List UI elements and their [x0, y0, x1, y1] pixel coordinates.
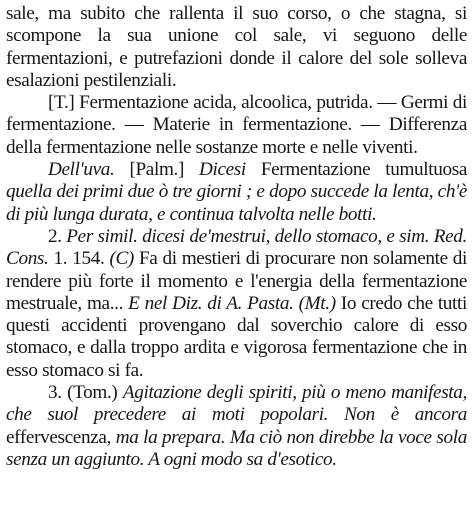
- text-run-italic: E nel Diz. di A. Pasta.: [128, 292, 294, 314]
- text-run: [Palm.]: [114, 159, 199, 181]
- text-run: Fermentazione tumultuosa: [245, 159, 467, 181]
- paragraph-p3: [6, 159, 467, 226]
- text-run-italic: ma la prepara. Ma ciò non direbbe la voce sola senza un aggiunto. A ogni modo sa d'esotico.: [6, 426, 468, 470]
- text-run-italic: Dicesi: [198, 159, 246, 181]
- text-run-italic: ,: [265, 225, 275, 247]
- text-run-italic: mestrui: [210, 225, 266, 247]
- text-run-italic: (C): [109, 248, 134, 270]
- text-run-italic: Per simil. dicesi de': [66, 225, 211, 247]
- text-run: 1. 154.: [48, 248, 110, 270]
- text-run: 3. (Tom.): [48, 382, 123, 404]
- text-run: Fa di mestieri di procurare non solamente di rendere più forte il momento e l'energia della fermentazione mestruale, ma...: [6, 248, 468, 314]
- paragraph-p2: [6, 92, 467, 159]
- text-run: [T.] Fermentazione acida, alcoolica, putrida. — Germi di fermentazione. — Materie in fermentazione. — Differenza della fermentazione nelle sostanze morte e nelle viventi.: [6, 92, 467, 158]
- paragraph-p4: [6, 226, 467, 382]
- text-run-italic: (Mt.): [298, 292, 336, 314]
- text-run: effervescenza,: [6, 426, 116, 448]
- text-run-italic: sim. Red. Cons.: [6, 225, 467, 270]
- paragraph-p1: [6, 3, 467, 92]
- text-run-italic: , e: [377, 225, 400, 247]
- text-run: Io credo che tutti questi accidenti provengano dal soverchio calore di esso stomaco, e dalla troppo ardita e vigorosa fermentazione che in esso stomaco si fa.: [6, 292, 467, 381]
- text-run-italic: quella dei primi due ò tre giorni ; e dopo succede la lenta, ch'è di più lunga durata, e continua talvolta nelle botti.: [6, 181, 467, 225]
- text-run-italic: Dell'uva.: [48, 159, 115, 181]
- paragraph-p5: [6, 382, 467, 471]
- text-run: sale, ma subito che rallenta il suo corso, o che stagna, si scompone la sua unione col sale, vi seguono delle fermentazioni, e putrefazioni donde il calore del sole solleva esalazioni pestilenziali.: [6, 3, 467, 91]
- text-run-italic: Agitazione degli spiriti, più o meno manifesta, che suol precedere ai moti popolari. Non è ancora: [6, 382, 467, 426]
- text-run: 2.: [48, 225, 67, 247]
- text-run-italic: dello stomaco: [274, 225, 378, 247]
